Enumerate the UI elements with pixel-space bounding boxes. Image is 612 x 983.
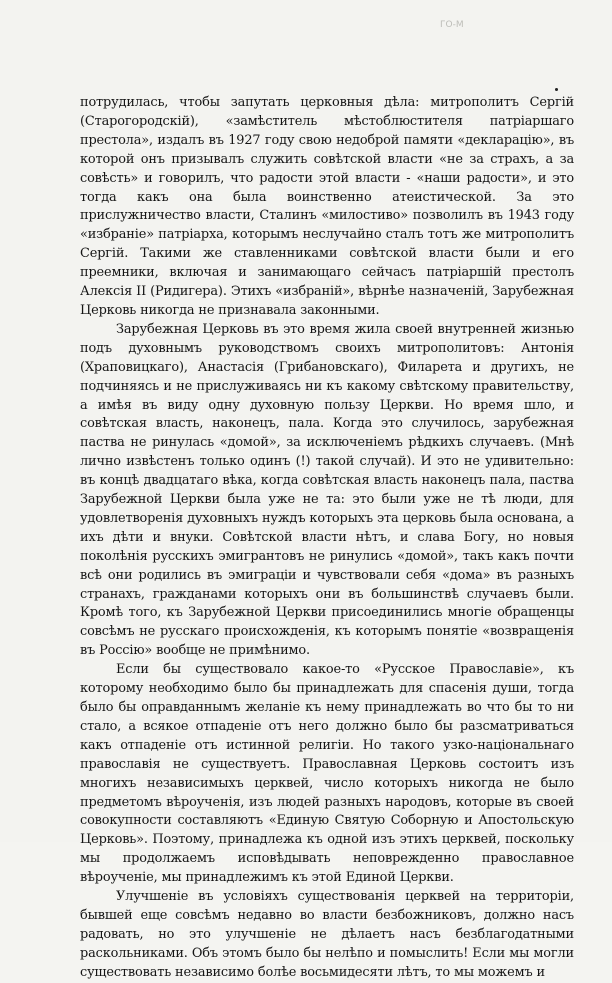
paragraph-1: потрудилась, чтобы запутать церковныя дѣла: митрополитъ Сергій (Старогородскій), «замѣститель мѣстоблюстителя патріаршаго престола», издалъ въ 1927 году свою недоброй памяти «декларацію», въ которой онъ призывалъ служить совѣтской власти «не за страхъ, а за совѣсть» и говорилъ, что радости этой власти - «наши радости», и это тогда какъ она была воинственно атеистической. За это прислужничество власти, Сталинъ «милостиво» позволилъ въ 1943 году «избраніе» патріарха, которымъ неслучайно сталъ тотъ же митрополитъ Сергій. Такими же ставленниками совѣтской власти были и его преемники, включая и занимающаго сейчасъ патріаршій престолъ Алексія II (Ридигера). Этихъ «избраній», вѣрнѣе назначеній, Зарубежная Церковь никогда не признавала законными.: [80, 95, 574, 318]
paragraph-3: Если бы существовало какое-то «Русское Православіе», къ которому необходимо было бы принадлежать для спасенія души, тогда было бы оправданнымъ желаніе къ нему принадлежать во что бы то ни стало, а всякое отпаденіе отъ него должно было бы разсматриваться какъ отпаденіе отъ истинной религіи. Но такого узко-національнаго православія не существуетъ. Православная Церковь состоитъ изъ многихъ независимыхъ церквей, число которыхъ никогда не было предметомъ вѣроученія, изъ людей разныхъ народовъ, которые въ своей совокупности составляютъ «Единую Святую Соборную и Апостольскую Церковь». Поэтому, принадлежа къ одной изъ этихъ церквей, поскольку мы продолжаемъ исповѣдывать неповрежденно православное вѣроученіе, мы принадлежимъ къ этой Единой Церкви.: [80, 662, 574, 886]
ink-dot: [555, 88, 558, 91]
corner-note: ГО-М: [440, 20, 464, 30]
paragraph-2: Зарубежная Церковь въ это время жила своей внутренней жизнью подъ духовнымъ руководствомъ своихъ митрополитовъ: Антонія (Храповицкаго), Анастасія (Грибановскаго), Филарета и другихъ, не подчиняясь и не прислуживаясь ни къ какому свѣтскому правительству, а имѣя въ виду одну духовную пользу Церкви. Но время шло, и совѣтская власть, наконецъ, пала. Когда это случилось, зарубежная паства не ринулась «домой», за исключеніемъ рѣдкихъ случаевъ. (Мнѣ лично извѣстенъ только одинъ (!) такой случай). И это не удивительно: въ концѣ двадцатаго вѣка, когда совѣтская власть наконецъ пала, паства Зарубежной Церкви была уже не та: это были уже не тѣ люди, для удовлетворенія духовныхъ нуждъ которыхъ эта церковь была основана, а ихъ дѣти и внуки. Совѣтской власти нѣтъ, и слава Богу, но новыя поколѣнія русскихъ эмигрантовъ не ринулись «домой», такъ какъ почти всѣ они родились въ эмиграціи и чувствовали себя «дома» въ разныхъ странахъ, гражданами которыхъ они въ большинствѣ случаевъ были. Кромѣ того, къ Зарубежной Церкви присоединились многіе обращенцы совсѣмъ не русскаго происхожденія, къ которымъ понятіе «возвращенія въ Россію» вообще не примѣнимо.: [80, 321, 574, 659]
paragraph-4: Улучшеніе въ условіяхъ существованія церквей на территоріи, бывшей еще совсѣмъ недавно во власти безбожниковъ, должно насъ радовать, но это улучшеніе не дѣлаетъ насъ безблагодатными раскольниками. Объ этомъ было бы нелѣпо и помыслить! Если мы могли существовать независимо болѣе восьмидесяти лѣтъ, то мы можемъ и: [80, 889, 574, 980]
body-text: [80, 94, 574, 983]
